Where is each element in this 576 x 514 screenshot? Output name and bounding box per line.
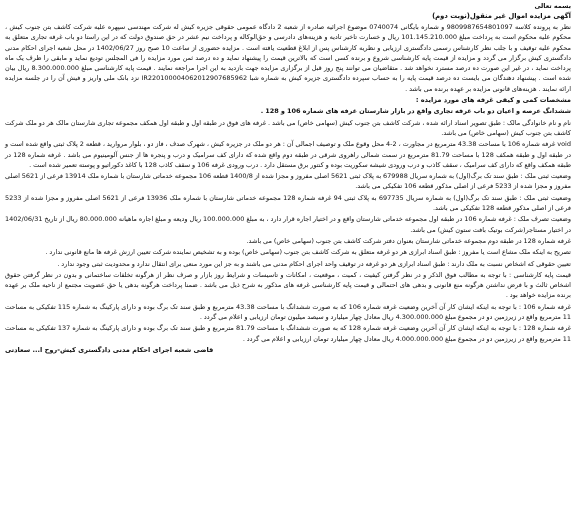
judge-signature: قاضی شعبه اجرای احکام مدنی دادگستری کیش-روح ا... سعادتی bbox=[5, 345, 214, 354]
paragraph-valuation-128: غرفه شماره 128 : با توجه به اینکه ایشان کار آن آخرین وضعیت غرفه شماره 128 که به صورت ششدانگ با مساحت 81.79 مترمربع و طبق سند تک برگ بوده و دارای پارکینگ به شماره 137 تفکیکی به مساحت 11 مترمربع واقع در زیرزمین دو در مجموع مبلغ 4.000.000.000 ریال معادل چهار میلیارد تومان ارزیابی و اعلام می گردد . bbox=[5, 324, 571, 343]
paragraph-base-price: قیمت پایه کارشناسی : با توجه به مطالب فوق الذکر و در نظر گرفتن کیفیت ، کمیت ، موقعیت ، امکانات و تاسیسات و شرایط روز بازار و صرف نظر از هرگونه تخلفات ساختمانی و بدون در نظر گرفتن حقوق اشخاص ثالث و با فرض نداشتن هرگونه منع قانونی و بدهی های احتمالی و قیمت پایه کارشناسی غرفه های مذکور به شرح ذیل می باشد . ضمنا پرداخت هرگونه بدهی یا حق عضویت مجتمع از ناحیه ملک بر عهده برنده مزایده خواهد بود . bbox=[5, 270, 571, 300]
paragraph-registration-106: وضعیت ثبتی ملک : طبق سند تک برگ(اول) به شماره سریال 679988 به پلاک ثبتی 5621 اصلی مفروز و مجزا شده از 1400/8 قطعه 106 مجموعه خدماتی شارستان با شماره ملک 13914 فرعی از 5621 اصلی مفروز و مجزا شده از 5233 فرعی از اصلی مذکور قطعه 106 تفکیکی می باشد. bbox=[5, 172, 571, 191]
paragraph-valuation-106: غرفه شماره 106 : با توجه به اینکه ایشان کار آن آخرین وضعیت غرفه شماره 106 که به صورت ششدانگ با مساحت 43.38 مترمربع و طبق سند تک برگ بوده و دارای پارکینگ به شماره 115 تفکیکی به مساحت 11 مترمربع واقع در زیرزمین دو در مجموع مبلغ 4.300.000.000 ریال معادل چهار میلیارد و سیصد میلیون تومان ارزیابی و اعلام می گردد . bbox=[5, 302, 571, 322]
paragraph-third-party-rights: تعیین حقوقی که اشخاص نسبت به ملک دارند : طبق اسناد ابرازی هر دو غرفه در توقیف واحد اجرای احکام مدنی می باشند و به جز این مورد منعی برای انتقال ندارد و محدودیت ثبتی وجود ندارد . bbox=[57, 259, 571, 268]
paragraph-occupancy-106: وضعیت تصرف ملک : غرفه شماره 106 در طبقه اول مجموعه خدماتی شارستان واقع و در اختیار اجاره قرار دارد ، به مبلغ 100.000.000 ریال ودیعه و مبلغ اجاره ماهیانه 80.000.000 ریال از تاریخ 1402/06/31 در اختیار مستاجر(شرکت بوتیک بافت ستون کیش) می باشد. bbox=[5, 215, 571, 234]
paragraph-shared-status: تصریح به اینکه ملک مشاع است یا مفروز : طبق اسناد ابرازی هر دو غرفه متعلق به شرکت کاشف بتن جنوب (سهامی خاص) بوده و به تشخیص نماینده شرکت تعیین ارزش غرفه ها مانع قانونی ندارد . bbox=[45, 248, 571, 257]
paragraph-property-summary: ششدانگ عرصه و اعیان دو باب غرفه تجاری واقع در بازار شارستان غرفه های شماره 106 و 128 . bbox=[260, 107, 571, 116]
notice-title: آگهی مزایده اموال غیر منقول(نوبت دوم) bbox=[432, 12, 571, 20]
paragraph-owner: نام و نام خانوادگی مالک : طبق تصویر اسناد ارائه شده ، شرکت کاشف بتن جنوب کیش (سهامی خاص) می باشد . غرفه های فوق در طبقه اول و طبقه اول همکف مجموعه تجاری شارستان مالک هر دو ملک شرکت کاشف بتن جنوب کیش (سهامی خاص) می باشد. bbox=[5, 118, 571, 137]
paragraph-occupancy-128: غرفه شماره 128 در طبقه دوم مجموعه خدماتی شارستان بعنوان دفتر شرکت کاشف بتن جنوب (سهامی خاص) می باشد. bbox=[246, 236, 571, 245]
bismillah-heading: بسمه تعالی bbox=[534, 2, 571, 10]
paragraph-case-details: نظر به پرونده کلاسه 9809987654801097 و شماره بایگانی 0740074 موضوع اجرائیه صادره از شعبه 2 دادگاه عمومی حقوقی جزیره کیش له شرکت مهندسی سپهره علیه شرکت کاشف بتن جنوب کیش ، محکوم علیه محکوم است به پرداخت مبلغ 101.145.210.000 ریال و خسارت تاخیر تادیه و هزینه‌های دادرسی و حق‌الوکاله و پرداخت نیم عشر در حق صندوق دولت که در این راستا دو باب غرفه تجاری متعلق به محکوم علیه توقیف و با جلب نظر کارشناس رسمی دادگستری ارزیابی و نظریه کارشناس پس از ابلاغ قطعیت یافته است . مزایده حضوری از ساعت 10 صبح روز 1402/06/27 در محل شعبه اجرای احکام مدنی دادگستری کیش برگزار می گردد و مزایده از قیمت پایه کارشناسی شروع و برنده کسی است که بالاترین قیمت را پیشنهاد نماید و ده درصد ثمن مورد مزایده را فی المجلس تودیع نماید و مابقی را ظرف یک ماه پرداخت نماید ، در غیر این صورت ده درصد مسترد نخواهد شد . متقاضیان می توانند پنج روز قبل از برگزاری مزایده جهت بازدید به این اجرا مراجعه نمایند . قیمت پایه کارشناسی مبلغ 8.300.000.000 ریال بیان شده است . پیشنهاد دهندگان می بایست ده درصد قیمت پایه را به حساب سپرده دادگستری جزیره کیش به شماره شبا IR220100004062012907685962 نزد بانک ملی واریز و فیش آن را در جلسه مزایده ارائه نمایند . هزینه‌های قانونی مزایده بر عهده برنده می باشد . bbox=[5, 23, 571, 93]
paragraph-location: void غرفه شماره 106 با مساحت 43.38 مترمربع در مجاورت ، 2-4 محل وقوع ملک و توصیف اجمالی آن : هر دو ملک در جزیره کیش ، شهرک صدف ، فاز دو ، بلوار مروارید ، قطعه 2 پلاک ثبتی واقع شده است و در طبقه اول و طبقه همکف 128 با مساحت 81.79 مترمربع در سمت شمالی راهروی شرقی در طبقه دوم واقع شده که دارای کف سرامیک و درب و پنجره ها از جنس آلومینیوم می باشد . غرفه شماره 128 در طبقه همکف واقع که دارای کف سرامیک ، سقف کاذب و درب ورودی شیشه سکوریت بوده و کنتور برق مستقل دارد . درب ورودی غرفه 106 و سقف کاذب 128 با کاغذ دکوراتیو و پوسته تعمیر شده است . bbox=[5, 140, 571, 169]
section-title-specs: مشخصات کمی و کیفی غرفه های مورد مزایده : bbox=[415, 96, 571, 105]
paragraph-registration-128: وضعیت ثبتی ملک : طبق سند تک برگ(اول) به شماره سریال 697735 به پلاک ثبتی 94 غرفه شماره 128 مجموعه خدماتی شارستان با شماره ملک 13936 فرعی از 5621 اصلی مفروز و مجزا شده از 5233 فرعی از اصلی مذکور قطعه 128 تفکیکی می باشد. bbox=[5, 193, 571, 213]
